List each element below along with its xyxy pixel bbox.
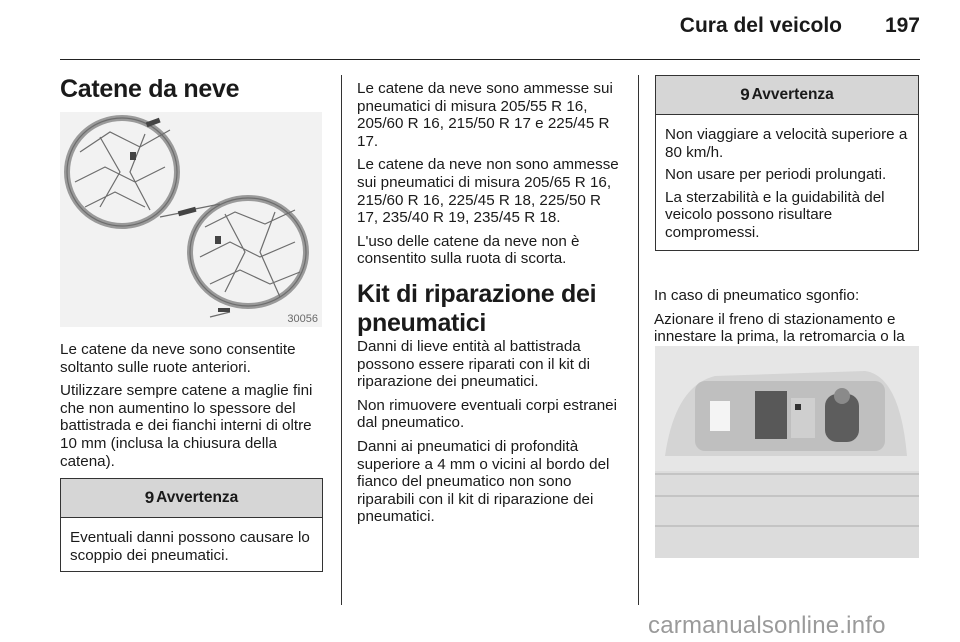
warning-box-1: [60, 478, 323, 572]
warning-header: [656, 76, 918, 115]
section-title-line: pneumatici: [357, 308, 486, 337]
trunk-repair-kit-photo: [655, 346, 919, 558]
column-divider-2: [638, 75, 639, 605]
running-header-title: Cura del veicolo: [679, 14, 842, 37]
warning-text: Non viaggiare a velocità superiore a 80 km/h.: [665, 126, 908, 161]
warning-box-2: [655, 75, 919, 251]
paragraph: Le catene da neve non sono ammesse sui pneumatici di misura 205/65 R 16, 215/60 R 16, 225/45 R 18, 225/50 R 17, 235/40 R 19, 235/45 R 18.: [357, 156, 619, 227]
paragraph: In caso di pneumatico sgonfio:: [654, 287, 860, 304]
paragraph: Utilizzare sempre catene a maglie fini che non aumentino lo spessore del battistrada e dei fianchi interni di oltre 10 mm (inclusa la chiusura della catena).: [60, 382, 313, 470]
warning-text: La sterzabilità e la guidabilità del veicolo possono risultare compromessi.: [665, 188, 885, 241]
warning-body: [656, 115, 918, 242]
header-divider: [60, 59, 920, 60]
trunk-photo-drawing: [655, 346, 919, 558]
warning-triangle-icon: 9: [740, 85, 750, 104]
paragraph: L'uso delle catene da neve non è consentito sulla ruota di scorta.: [357, 232, 580, 268]
warning-heading: Avvertenza: [751, 86, 834, 103]
column-divider-1: [341, 75, 342, 605]
page-number: 197: [884, 14, 920, 37]
paragraph-text: Azionare il freno di stazionamento e innestare la prima, la retromarcia o la: [654, 310, 905, 346]
snow-chains-text: [60, 341, 322, 470]
section-title-snow-chains: Catene da neve: [60, 75, 240, 103]
paragraph: Non rimuovere eventuali corpi estranei dal pneumatico.: [357, 396, 618, 432]
paragraph: Le catene da neve sono consentite soltanto sulle ruote anteriori.: [60, 341, 296, 376]
column-2: [357, 80, 622, 526]
paragraph: Le catene da neve sono ammesse sui pneumatici di misura 205/55 R 16, 205/60 R 16, 215/50 R 17 e 225/45 R 17.: [357, 80, 613, 150]
section-title-line: Kit di riparazione dei: [357, 279, 597, 308]
paragraph: Danni ai pneumatici di profondità superiore a 4 mm o vicini al bordo del fianco del pneumatico non sono riparabili con il kit di riparazione dei pneumatici.: [357, 437, 610, 526]
snow-chains-drawing: [60, 112, 322, 327]
warning-triangle-icon: 9: [144, 488, 155, 507]
warning-body: [61, 518, 322, 564]
warning-text: Non usare per periodi prolungati.: [665, 166, 887, 184]
warning-header: [61, 479, 322, 518]
paragraph: Danni di lieve entità al battistrada possono essere riparati con il kit di riparazione dei pneumatici.: [357, 337, 590, 391]
snow-chains-illustration: [60, 112, 322, 327]
warning-text: Eventuali danni possono causare lo scoppio dei pneumatici.: [70, 529, 310, 564]
warning-heading: Avvertenza: [156, 489, 239, 506]
section-title-repair-kit: [357, 280, 622, 338]
watermark: carmanualsonline.info: [648, 612, 886, 639]
figure-code: 30056: [287, 313, 318, 325]
